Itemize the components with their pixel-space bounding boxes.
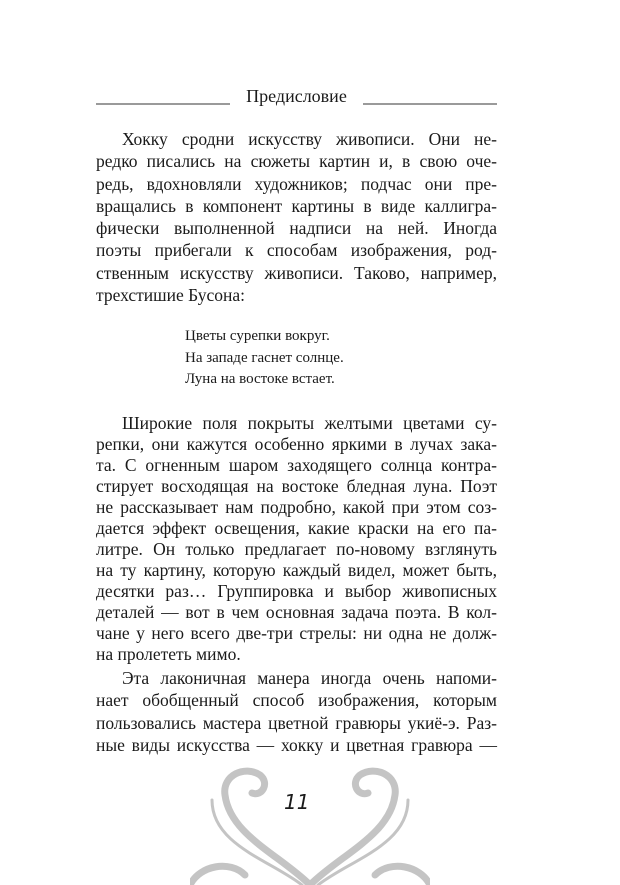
header-rule-right — [363, 103, 497, 105]
haiku-quote — [185, 326, 344, 391]
text-line: редко писались на сюжеты картин и, в свою оче- — [96, 151, 497, 172]
poem-line: Цветы сурепки вокруг. — [185, 328, 330, 344]
text-line: Хокку сродни искусству живописи. Они не- — [122, 129, 497, 149]
text-line: не рассказывает нам подробно, какой при этом соз- — [96, 497, 497, 517]
paragraph-1 — [96, 128, 497, 306]
text-line: деталей — вот в чем основная задача поэта. В кол- — [96, 602, 497, 622]
text-line: фически выполненной надписи на ней. Иногда — [96, 218, 497, 239]
text-line: стирует восходящая на востоке бледная луна. Поэт — [96, 476, 497, 496]
text-line: на ту картину, которую каждый видел, может быть, — [96, 560, 497, 580]
poem-line: Луна на востоке встает. — [185, 371, 335, 387]
text-line: репки, они кажутся особенно яркими в лучах зака- — [96, 434, 497, 454]
text-line: редь, вдохновляли художников; подчас они пре- — [96, 173, 497, 194]
text-line: Эта лаконичная манера иногда очень напоми- — [122, 668, 497, 688]
text-line: десятки раз… Группировка и выбор живописных — [96, 581, 497, 601]
text-line: трехстишие Бусона: — [96, 285, 246, 306]
text-line: Широкие поля покрыты желтыми цветами су- — [122, 413, 497, 433]
paragraph-2 — [96, 413, 497, 665]
text-line: ственным искусству живописи. Таково, например, — [96, 262, 497, 283]
text-line: дается эффект освещения, какие краски на его па- — [96, 518, 497, 538]
text-line: чане у него всего две-три стрелы: ни одна не долж- — [96, 623, 497, 643]
text-line: поэты прибегали к способам изображения, род- — [96, 240, 497, 261]
text-line: та. С огненным шаром заходящего солнца контра- — [96, 455, 497, 475]
header-title: Предисловие — [246, 86, 347, 106]
text-line: вращались в компонент картины в виде каллигра- — [96, 195, 497, 216]
page-number: 11 — [284, 790, 310, 814]
text-line: пользовались мастера цветной гравюры укиё-э. Раз- — [96, 712, 497, 733]
text-line: литре. Он только предлагает по-новому взглянуть — [96, 539, 497, 559]
text-line: ные виды искусства — хокку и цветная гравюра — — [96, 734, 497, 755]
decorative-ornament-icon — [190, 765, 430, 885]
running-header — [96, 86, 497, 110]
text-line: на пролететь мимо. — [96, 644, 241, 664]
paragraph-3 — [96, 667, 497, 756]
poem-line: На западе гаснет солнце. — [185, 349, 344, 366]
text-line: нает обобщенный способ изображения, которым — [96, 690, 497, 711]
